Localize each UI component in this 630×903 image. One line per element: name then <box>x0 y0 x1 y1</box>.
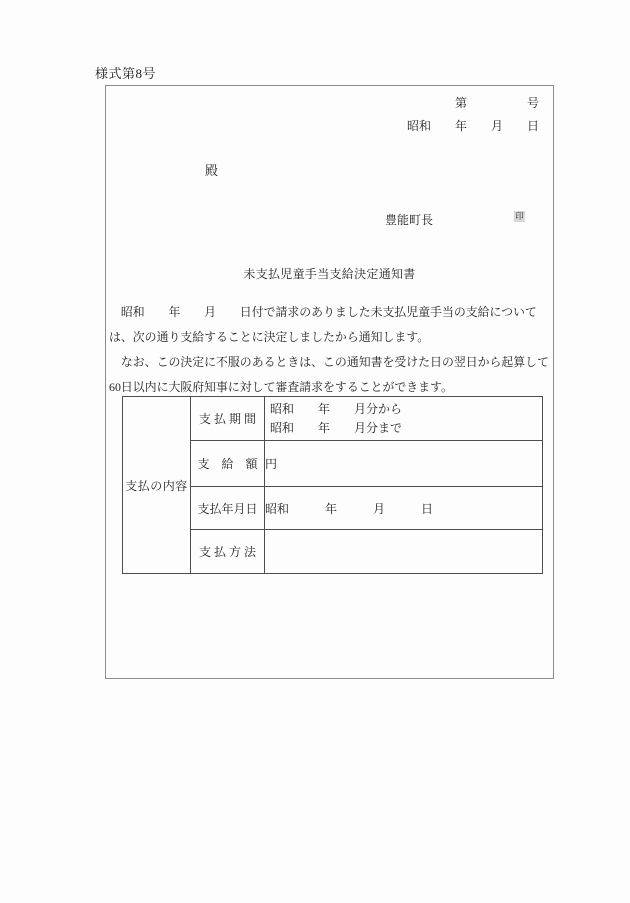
body-line: 60日以内に大阪府知事に対して審査請求をすることができます。 <box>109 380 453 394</box>
period-value <box>265 397 543 441</box>
addressee-honorific: 殿 <box>205 163 219 178</box>
method-label: 支 払 方 法 <box>191 530 265 574</box>
form-number-label: 様式第8号 <box>95 66 157 81</box>
table-row-period <box>123 397 543 441</box>
body-line: は、次の通り支給することに決定しましたから通知します。 <box>109 330 430 344</box>
period-label: 支 払 期 間 <box>191 397 265 441</box>
body-line: なお、この決定に不服のあるときは、この通知書を受けた日の翌日から起算して <box>109 355 549 369</box>
amount-value: 円 <box>265 441 543 487</box>
document-date-line: 昭和 年 月 日 <box>406 119 539 133</box>
method-value <box>265 530 543 574</box>
body-line: 昭和 年 月 日付で請求のありました未支払児童手当の支給について <box>109 305 537 319</box>
document-number-line: 第 号 <box>454 96 539 110</box>
pay-date-label: 支払年月日 <box>191 487 265 530</box>
pay-date-value: 昭和 年 月 日 <box>265 487 543 530</box>
amount-label: 支 給 額 <box>191 441 265 487</box>
seal-mark-icon: 印 <box>515 211 524 221</box>
payment-group-header: 支払の内容 <box>123 397 191 574</box>
body-paragraphs <box>109 300 550 400</box>
payment-details-table <box>122 396 543 574</box>
document-frame <box>105 85 554 679</box>
sender-name: 豊能町長 <box>385 213 434 227</box>
period-from: 昭和 年 月分から <box>270 401 403 416</box>
document-title: 未支払児童手当支給決定通知書 <box>243 267 416 281</box>
period-to: 昭和 年 月分まで <box>270 420 403 435</box>
